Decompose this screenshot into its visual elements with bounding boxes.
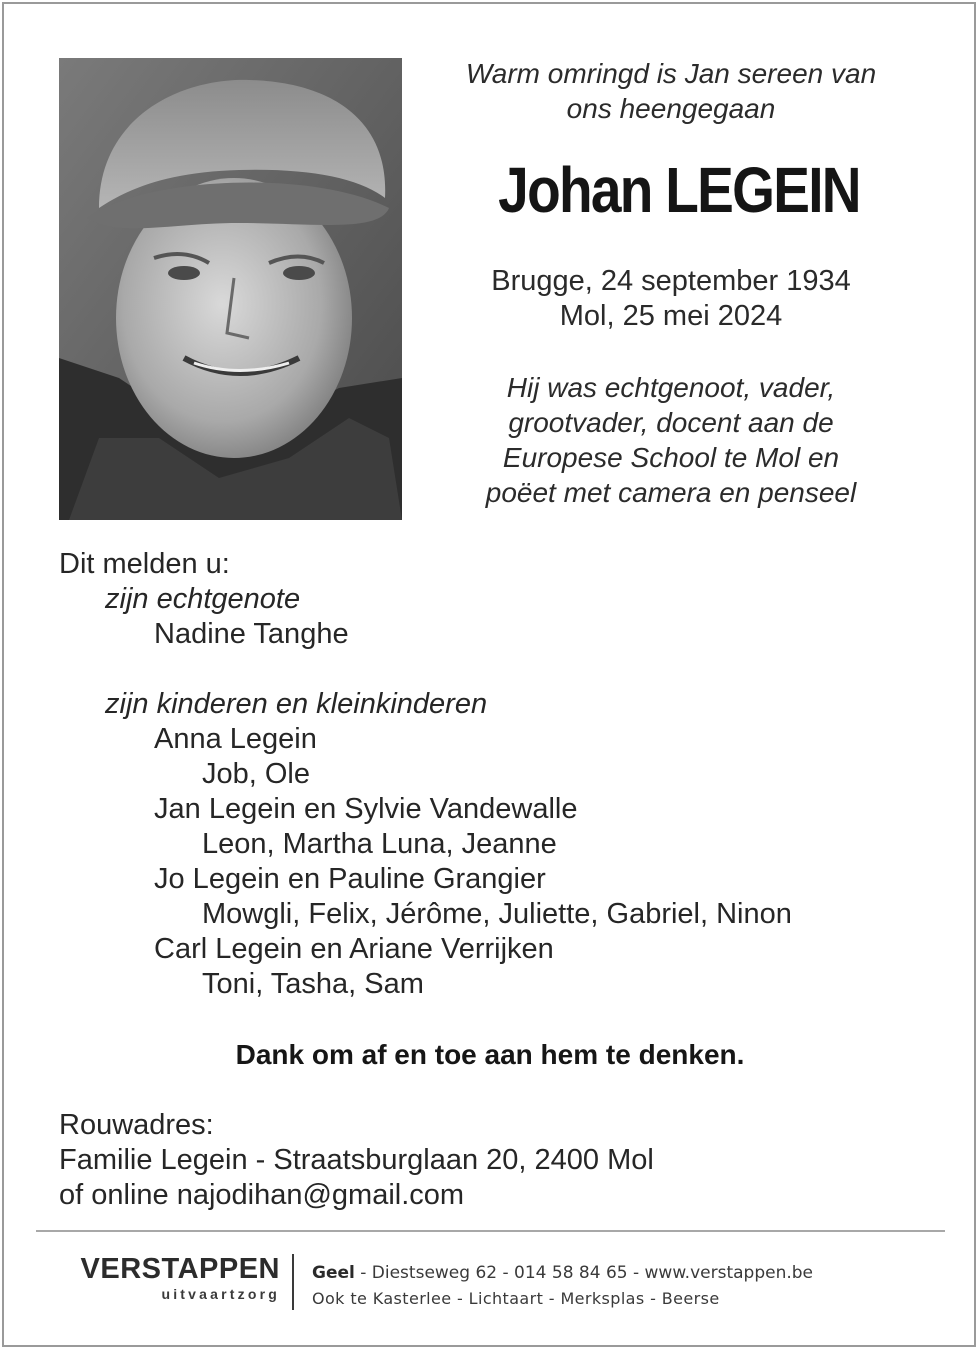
grandchildren: Toni, Tasha, Sam [202,968,424,1000]
address-label: Rouwadres: [59,1109,214,1141]
intro-line: ons heengegaan [566,93,776,124]
bio-line: Europese School te Mol en [502,442,840,473]
child-parents: Carl Legein en Ariane Verrijken [154,933,554,965]
contact-locations: Ook te Kasterlee - Lichtaart - Merksplas - Beerse [312,1289,720,1308]
children-label: zijn kinderen en kleinkinderen [105,688,488,720]
bio-line: grootvader, docent aan de [508,407,834,438]
biography [430,370,912,510]
portrait-photo [59,58,402,520]
deceased-name: Johan LEGEIN [498,154,860,226]
funeral-home-logo [68,1252,280,1302]
mourning-address [59,1108,654,1213]
death-date: Mol, 25 mei 2024 [559,300,783,332]
bio-line: poëet met camera en penseel [485,477,857,508]
contact-line [312,1260,813,1286]
family-announcement [59,547,792,1002]
address-email-line: of online najodihan@gmail.com [59,1179,465,1211]
grandchildren: Leon, Martha Luna, Jeanne [202,828,557,860]
child-parents: Jan Legein en Sylvie Vandewalle [154,793,578,825]
footer-divider [36,1230,945,1232]
child-parents: Jo Legein en Pauline Grangier [154,863,546,895]
contact-details: - Diestseweg 62 - 014 58 84 65 - www.verstappen.be [354,1263,813,1283]
grandchildren: Mowgli, Felix, Jérôme, Juliette, Gabriel, Ninon [202,898,792,930]
intro-text [430,56,912,126]
spouse-label: zijn echtgenote [105,583,301,615]
intro-line: Warm omringd is Jan sereen van [465,58,877,89]
family-heading: Dit melden u: [59,548,230,580]
bio-line: Hij was echtgenoot, vader, [506,372,836,403]
funeral-home-contact [312,1260,813,1312]
life-dates [430,264,912,334]
address-line: Familie Legein - Straatsburglaan 20, 2400 Mol [59,1144,654,1176]
thanks-message: Dank om af en toe aan hem te denken. [235,1039,745,1070]
logo-tagline: uitvaartzorg [161,1286,280,1302]
grandchildren: Job, Ole [202,758,310,790]
logo-separator [292,1254,294,1310]
birth-date: Brugge, 24 september 1934 [491,265,851,297]
contact-city: Geel [312,1263,355,1283]
child-parents: Anna Legein [154,723,317,755]
spouse-name: Nadine Tanghe [154,618,349,650]
logo-wordmark: VERSTAPPEN [80,1253,280,1285]
